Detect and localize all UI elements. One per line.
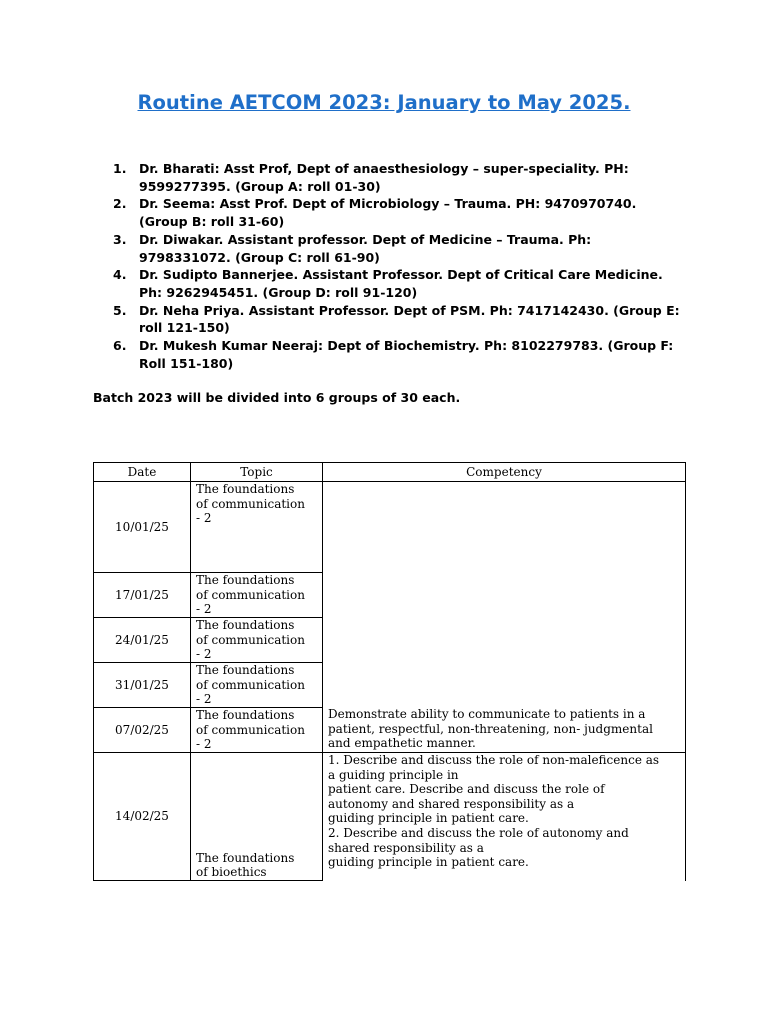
topic-line: - 2 <box>196 692 212 707</box>
topic-line: The foundations <box>196 573 295 587</box>
schedule-table <box>93 462 686 881</box>
faculty-text-line: Dr. Diwakar. Assistant professor. Dept of Medicine – Trauma. Ph: <box>139 231 592 247</box>
topic-cell <box>191 753 323 881</box>
table-header-row <box>94 463 686 482</box>
topic-cell <box>191 708 323 753</box>
faculty-text-line: Dr. Bharati: Asst Prof, Dept of anaesthesiology – super-speciality. PH: <box>139 161 629 176</box>
competency-line: patient care. Describe and discuss the role of <box>328 782 605 797</box>
competency-line: Demonstrate ability to communicate to patients in a <box>328 707 646 722</box>
faculty-text-line: (Group B: roll 31-60) <box>139 214 285 230</box>
faculty-text-line: Roll 151-180) <box>139 355 234 371</box>
topic-line: - 2 <box>196 647 212 662</box>
date-cell: 07/02/25 <box>94 708 191 753</box>
header-topic: Topic <box>191 463 323 482</box>
competency-cell <box>323 482 686 753</box>
date-cell: 24/01/25 <box>94 618 191 663</box>
topic-line: of communication <box>196 722 305 737</box>
faculty-text-line: 9599277395. (Group A: roll 01-30) <box>139 178 381 194</box>
competency-line: guiding principle in patient care. <box>328 855 529 870</box>
list-number: 4. <box>113 267 127 283</box>
list-number: 3. <box>113 231 127 247</box>
header-competency: Competency <box>323 463 686 482</box>
faculty-item <box>113 266 673 301</box>
topic-line: of communication <box>196 587 305 602</box>
topic-cell <box>191 618 323 663</box>
topic-line: The foundations <box>196 663 295 677</box>
faculty-text-line: roll 121-150) <box>139 320 230 336</box>
topic-cell <box>191 573 323 618</box>
faculty-item <box>113 160 673 195</box>
page-title[interactable]: Routine AETCOM 2023: January to May 2025. <box>137 91 631 114</box>
faculty-text-line: Dr. Mukesh Kumar Neeraj: Dept of Biochemistry. Ph: 8102279783. (Group F: <box>139 338 674 354</box>
list-number: 6. <box>113 338 127 354</box>
list-number: 5. <box>113 302 127 318</box>
topic-line: of communication <box>196 632 305 647</box>
competency-line: 1. Describe and discuss the role of non-maleficence as <box>328 753 660 767</box>
faculty-text-line: Dr. Neha Priya. Assistant Professor. Dept of PSM. Ph: 7417142430. (Group E: <box>139 302 680 318</box>
faculty-text-line: Dr. Seema: Asst Prof. Dept of Microbiology – Trauma. PH: 9470970740. <box>139 196 637 212</box>
date-cell: 14/02/25 <box>94 753 191 881</box>
list-number: 1. <box>113 161 127 176</box>
date-cell: 10/01/25 <box>94 482 191 573</box>
topic-line: - 2 <box>196 511 212 526</box>
topic-cell <box>191 482 323 573</box>
faculty-text-line: 9798331072. (Group C: roll 61-90) <box>139 249 380 265</box>
table-row <box>94 482 686 573</box>
competency-line: 2. Describe and discuss the role of autonomy and <box>328 825 629 840</box>
competency-line: autonomy and shared responsibility as a <box>328 796 575 811</box>
list-number: 2. <box>113 196 127 212</box>
batch-note: Batch 2023 will be divided into 6 groups of 30 each. <box>93 390 461 405</box>
faculty-item <box>113 302 680 337</box>
topic-line: The foundations <box>196 850 295 865</box>
faculty-text-line: Dr. Sudipto Bannerjee. Assistant Professor. Dept of Critical Care Medicine. <box>139 267 663 283</box>
date-cell: 17/01/25 <box>94 573 191 618</box>
faculty-item <box>113 337 673 372</box>
faculty-item <box>113 195 673 230</box>
table-row <box>94 753 686 881</box>
topic-line: of communication <box>196 496 305 511</box>
competency-cell <box>323 753 686 881</box>
competency-line: a guiding principle in <box>328 767 459 782</box>
topic-line: The foundations <box>196 618 295 632</box>
topic-line: - 2 <box>196 737 212 752</box>
faculty-text-line: Ph: 9262945451. (Group D: roll 91-120) <box>139 284 418 300</box>
competency-line: patient, respectful, non-threatening, non- judgmental <box>328 721 653 736</box>
date-cell: 31/01/25 <box>94 663 191 708</box>
header-date: Date <box>94 463 191 482</box>
competency-line: and empathetic manner. <box>328 736 476 751</box>
topic-line: - 2 <box>196 602 212 617</box>
faculty-list <box>113 160 680 372</box>
topic-cell <box>191 663 323 708</box>
faculty-item <box>113 231 673 266</box>
topic-line: The foundations <box>196 482 295 496</box>
competency-line: shared responsibility as a <box>328 840 484 855</box>
competency-line: guiding principle in patient care. <box>328 811 529 826</box>
topic-line: The foundations <box>196 708 295 722</box>
topic-line: of bioethics <box>196 865 267 880</box>
topic-line: of communication <box>196 677 305 692</box>
